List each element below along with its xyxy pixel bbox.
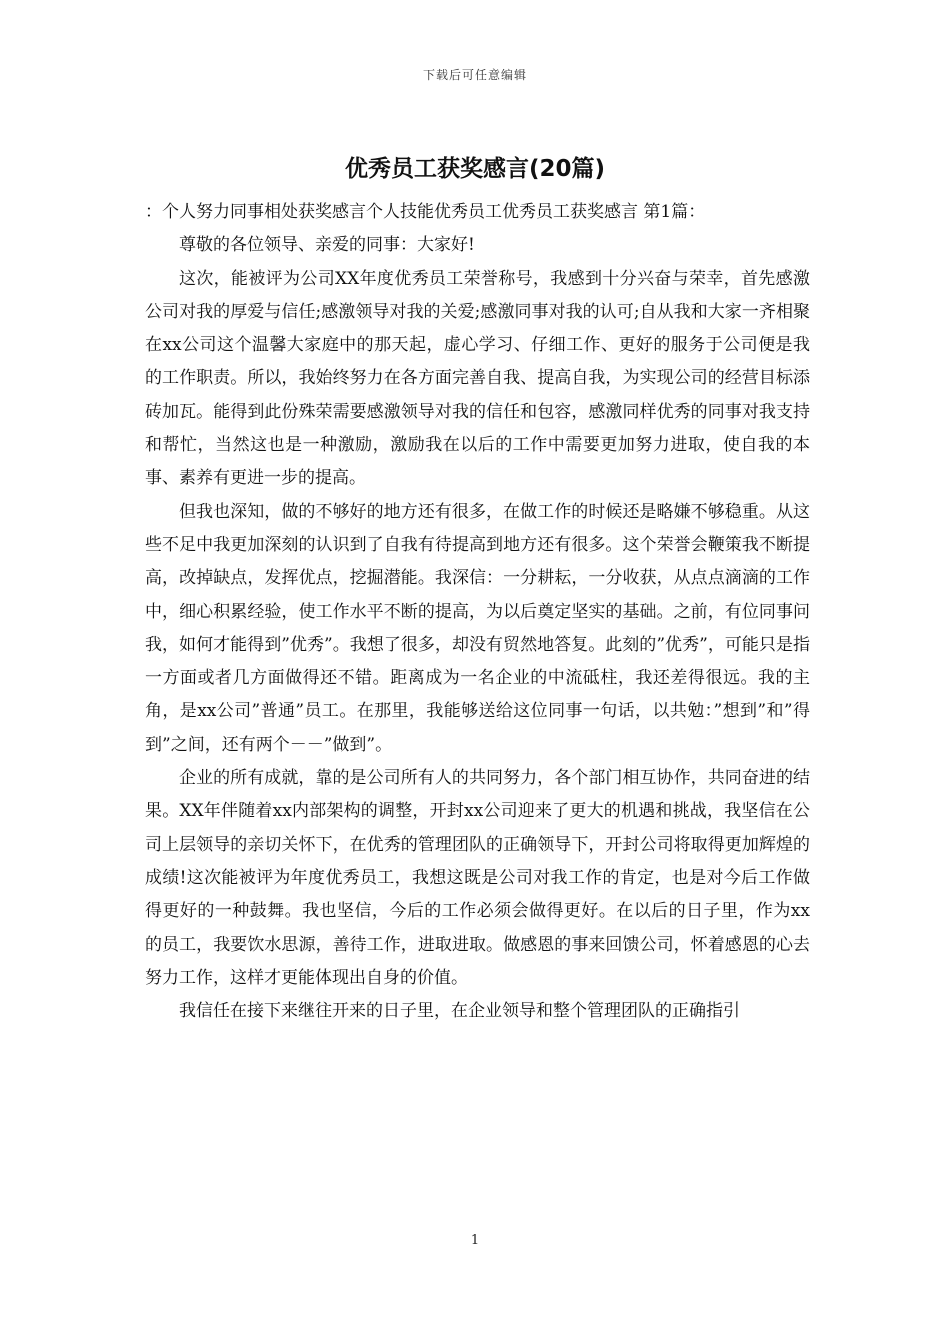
paragraph-reflection: 但我也深知，做的不够好的地方还有很多，在做工作的时候还是略嫌不够稳重。从这些不足中我更加深刻的认识到了自我有待提高到地方还有很多。这个荣誉会鞭策我不断提高，改掉缺点，发挥优点，挖掘潜能。我深信：一分耕耘，一分收获，从点点滴滴的工作中，细心积累经验，使工作水平不断的提高，为以后奠定坚实的基础。之前，有位同事问我，如何才能得到”优秀”。我想了很多，却没有贸然地答复。此刻的”优秀”，可能只是指一方面或者几方面做得还不错。距离成为一名企业的中流砥柱，我还差得很远。我的主角，是xx公司”普通”员工。在那里，我能够送给这位同事一句话，以共勉：”想到”和”得到”之间，还有两个－－”做到”。 (145, 501, 810, 755)
intro-line: ：个人努力同事相处获奖感言个人技能优秀员工优秀员工获奖感言 第1篇： (145, 202, 706, 222)
document-title: 优秀员工获奖感言(20篇) (344, 156, 606, 182)
page-number: 1 (470, 1233, 480, 1248)
document-body (145, 196, 810, 1028)
paragraph-company-achievement: 企业的所有成就，靠的是公司所有人的共同努力，各个部门相互协作，共同奋进的结果。XX年伴随着xx内部架构的调整，开封xx公司迎来了更大的机遇和挑战，我坚信在公司上层领导的亲切关怀下，在优秀的管理团队的正确领导下，开封公司将取得更加辉煌的成绩!这次能被评为年度优秀员工，我想这既是公司对我工作的肯定，也是对今后工作做得更好的一种鼓舞。我也坚信，今后的工作必须会做得更好。在以后的日子里，作为xx的员工，我要饮水思源，善待工作，进取进取。做感恩的事来回馈公司，怀着感恩的心去努力工作，这样才更能体现出自身的价值。 (145, 768, 810, 988)
paragraph-greeting: 尊敬的各位领导、亲爱的同事：大家好! (179, 235, 475, 256)
paragraph-gratitude: 这次，能被评为公司XX年度优秀员工荣誉称号，我感到十分兴奋与荣幸，首先感激公司对我的厚爱与信任;感激领导对我的关爱;感激同事对我的认可;自从我和大家一齐相聚在xx公司这个温馨大家庭中的那天起，虚心学习、仔细工作、更好的服务于公司便是我的工作职责。所以，我始终努力在各方面完善自我、提高自我，为实现公司的经营目标添砖加瓦。能得到此份殊荣需要感激领导对我的信任和包容，感激同样优秀的同事对我支持和帮忙，当然这也是一种激励，激励我在以后的工作中需要更加努力进取，使自我的本事、素养有更进一步的提高。 (145, 268, 810, 489)
paragraph-closing-start: 我信任在接下来继往开来的日子里，在企业领导和整个管理团队的正确指引 (179, 1001, 740, 1022)
page-header-note: 下载后可任意编辑 (422, 68, 527, 82)
